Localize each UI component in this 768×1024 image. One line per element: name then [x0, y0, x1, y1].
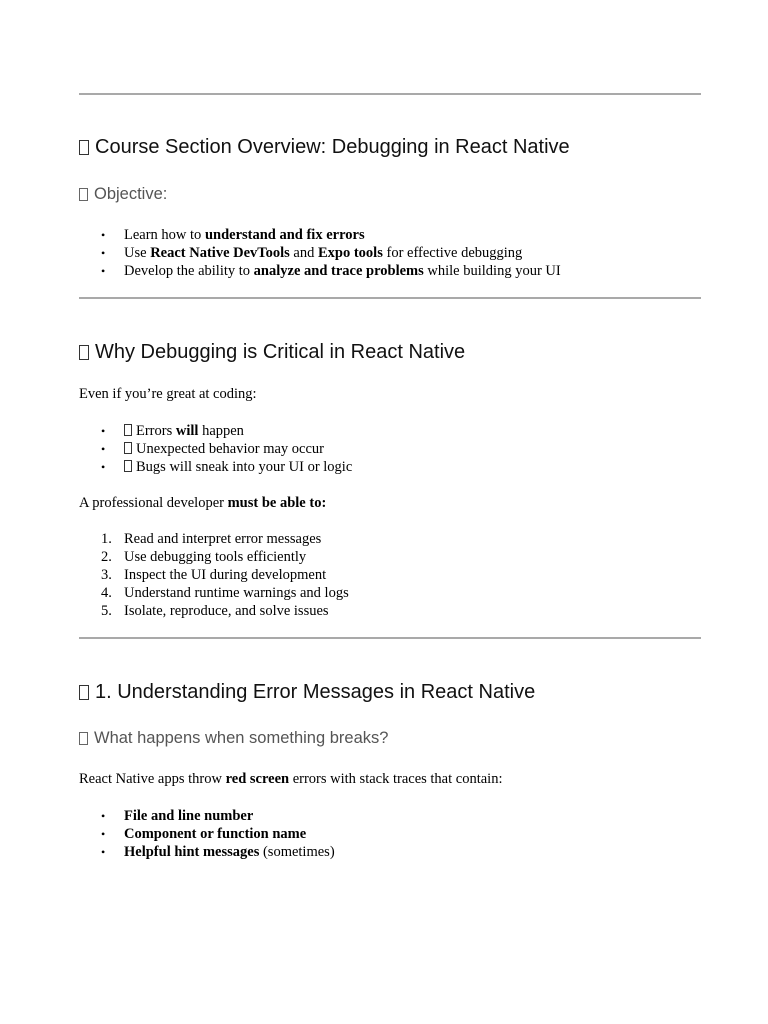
section-heading-error-messages: 1. Understanding Error Messages in React Native	[79, 681, 535, 704]
stack-trace-list	[79, 807, 335, 861]
list-item: • Learn how to understand and fix errors	[79, 226, 561, 244]
divider	[79, 637, 701, 639]
what-happens-heading: What happens when something breaks?	[79, 729, 388, 748]
divider	[79, 93, 701, 95]
list-item: • Unexpected behavior may occur	[79, 440, 352, 458]
list-item: • Bugs will sneak into your UI or logic	[79, 458, 352, 476]
list-item: 4. Understand runtime warnings and logs	[101, 585, 349, 601]
placeholder-emoji-icon	[124, 424, 132, 436]
placeholder-emoji-icon	[124, 460, 132, 472]
section-heading-overview: Course Section Overview: Debugging in React Native	[79, 136, 570, 159]
objectives-list	[79, 226, 561, 280]
skills-list	[79, 530, 349, 620]
list-item: • Errors will happen	[79, 422, 352, 440]
list-item: 3. Inspect the UI during development	[101, 567, 327, 583]
must-be-able-text: A professional developer must be able to:	[79, 495, 327, 511]
problems-list	[79, 422, 352, 476]
list-item: 5. Isolate, reproduce, and solve issues	[101, 603, 329, 619]
list-item: 2. Use debugging tools efficiently	[101, 549, 307, 565]
objective-heading: Objective:	[79, 185, 167, 204]
placeholder-emoji-icon	[79, 732, 88, 745]
why-intro-text: Even if you’re great at coding:	[79, 386, 257, 402]
section-heading-why-debugging: Why Debugging is Critical in React Native	[79, 341, 465, 364]
divider	[79, 297, 701, 299]
list-item: • File and line number	[79, 807, 335, 825]
list-item: 1. Read and interpret error messages	[101, 531, 322, 547]
placeholder-emoji-icon	[79, 685, 89, 700]
list-item: • Develop the ability to analyze and trace problems while building your UI	[79, 262, 561, 280]
list-item: • Helpful hint messages (sometimes)	[79, 843, 335, 861]
list-item: • Component or function name	[79, 825, 335, 843]
error-intro-text: React Native apps throw red screen errors with stack traces that contain:	[79, 771, 503, 787]
placeholder-emoji-icon	[79, 345, 89, 360]
placeholder-emoji-icon	[124, 442, 132, 454]
placeholder-emoji-icon	[79, 188, 88, 201]
placeholder-emoji-icon	[79, 140, 89, 155]
list-item: • Use React Native DevTools and Expo tools for effective debugging	[79, 244, 561, 262]
